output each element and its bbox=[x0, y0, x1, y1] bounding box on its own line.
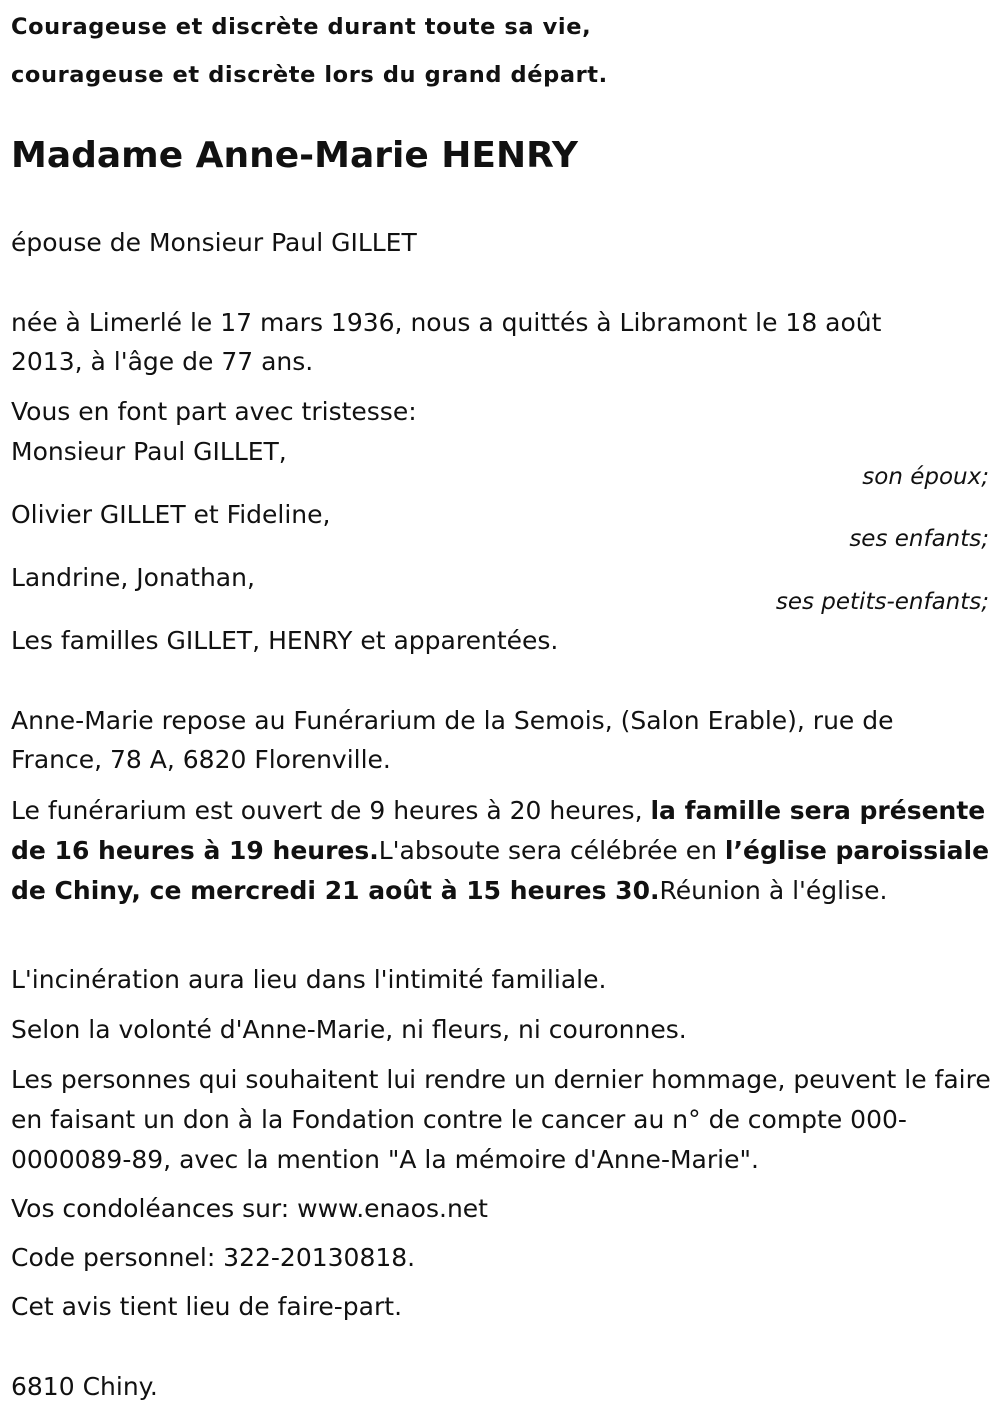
family-member-names: Monsieur Paul GILLET, bbox=[11, 437, 287, 466]
birth-death-line-1: née à Limerlé le 17 mars 1936, nous a quittés à Libramont le 18 août bbox=[11, 308, 882, 337]
cremation-line: L'incinération aura lieu dans l'intimité familiale. bbox=[11, 965, 607, 994]
quote-line-1: Courageuse et discrète durant toute sa vie, bbox=[11, 14, 592, 40]
flowers-line: Selon la volonté d'Anne-Marie, ni fleurs, ni couronnes. bbox=[11, 1015, 687, 1044]
birth-death-line-2: 2013, à l'âge de 77 ans. bbox=[11, 347, 314, 376]
personal-code-line: Code personnel: 322-20130818. bbox=[11, 1243, 416, 1272]
ceremony-paragraph bbox=[11, 791, 996, 911]
notice-line: Cet avis tient lieu de faire-part. bbox=[11, 1292, 403, 1321]
family-member-relation: ses petits-enfants; bbox=[775, 589, 989, 615]
repose-line-2: France, 78 A, 6820 Florenville. bbox=[11, 745, 391, 774]
quote-line-2: courageuse et discrète lors du grand départ. bbox=[11, 62, 608, 88]
donation-paragraph: Les personnes qui souhaitent lui rendre un dernier hommage, peuvent le faire en faisant un don à la Fondation contre le cancer au n° de compte 000-0000089-89, avec la mention "A la mémoire d'Anne-Marie". bbox=[11, 1065, 991, 1174]
spouse-line: épouse de Monsieur Paul GILLET bbox=[11, 228, 417, 257]
family-presence: la famille sera présente de 16 heures à 19 heures. bbox=[11, 796, 986, 865]
reunion-text: Réunion à l'église. bbox=[659, 876, 888, 905]
family-member-relation: ses enfants; bbox=[849, 526, 989, 552]
families-line: Les familles GILLET, HENRY et apparentées. bbox=[11, 626, 559, 655]
family-member-relation: son époux; bbox=[862, 464, 989, 490]
absoute-text: L'absoute sera célébrée en bbox=[378, 836, 725, 865]
condolences-line: Vos condoléances sur: www.enaos.net bbox=[11, 1194, 488, 1223]
location-line: 6810 Chiny. bbox=[11, 1372, 158, 1401]
family-member-names: Olivier GILLET et Fideline, bbox=[11, 500, 331, 529]
repose-line-1: Anne-Marie repose au Funérarium de la Semois, (Salon Erable), rue de bbox=[11, 706, 894, 735]
family-member-names: Landrine, Jonathan, bbox=[11, 563, 255, 592]
announcement-intro: Vous en font part avec tristesse: bbox=[11, 397, 417, 426]
church-details: l’église paroissiale de Chiny, ce mercredi 21 août à 15 heures 30. bbox=[11, 836, 990, 905]
deceased-name: Madame Anne-Marie HENRY bbox=[11, 135, 578, 176]
funerarium-hours: Le funérarium est ouvert de 9 heures à 20 heures, bbox=[11, 796, 651, 825]
